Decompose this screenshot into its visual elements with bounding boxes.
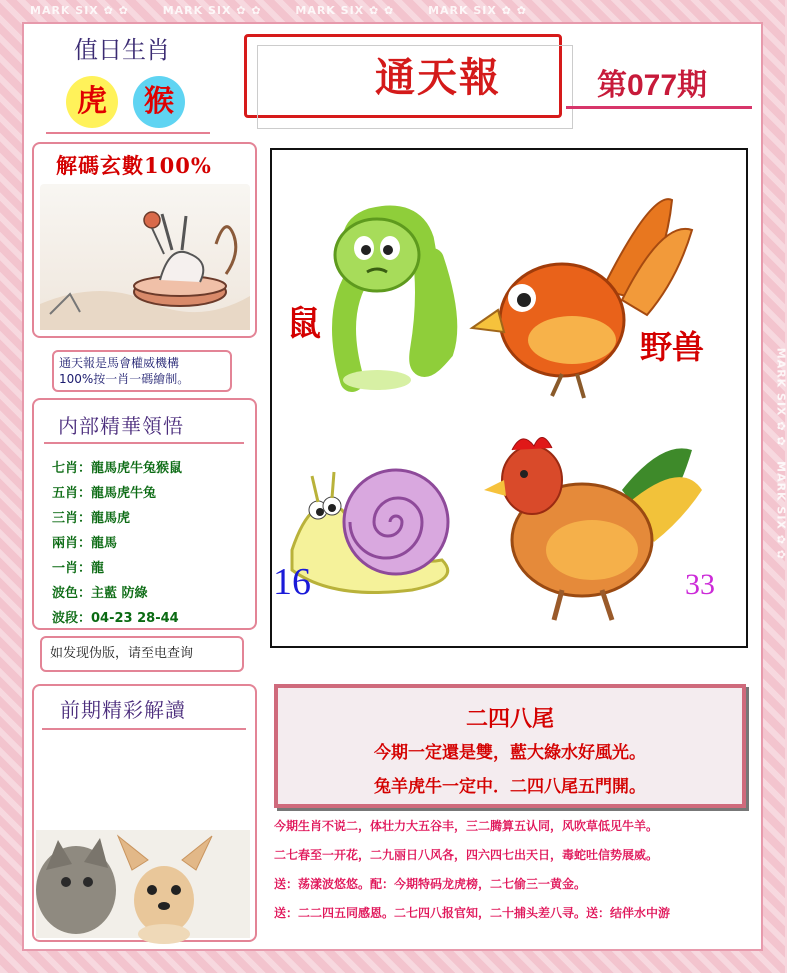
prediction-box: [274, 684, 746, 808]
verse-line: 今期生肖不说二，体壮力大五谷丰，三二腾算五认同，风吹草低见牛羊。: [274, 819, 659, 833]
previous-panel-divider: [42, 728, 246, 730]
zodiac-monkey-badge: 猴: [133, 76, 185, 128]
row-five: 五肖：龍馬虎牛兔: [52, 486, 157, 501]
notice-line-1: 通天報是馬會權威機構: [59, 356, 180, 370]
decode-panel-title: 解碼玄數100%: [56, 153, 212, 178]
prediction-line-2: 兔羊虎牛一定中．二四八尾五門開。: [374, 777, 646, 797]
row-one: 一肖：龍: [52, 561, 105, 576]
rabbit-cartoon-icon: [40, 184, 250, 330]
inside-panel-divider: [44, 442, 244, 444]
verses-block: [274, 812, 758, 928]
prediction-line-1: 今期一定還是雙，藍大綠水好風光。: [374, 743, 646, 763]
counterfeit-warning: 如发现伪版，请至电查询: [40, 636, 244, 672]
row-wave-color: 波色：主藍 防綠: [52, 586, 148, 601]
label-rat: 鼠: [287, 304, 321, 344]
watermark-top: MARK SIX ✿ ✿ MARK SIX ✿ ✿ MARK SIX ✿ ✿ MARK SIX ✿ ✿: [30, 4, 527, 17]
label-number-16: 16: [273, 561, 311, 603]
animals-illustration: [272, 150, 746, 646]
zodiac-tiger-badge: 虎: [66, 76, 118, 128]
header-title: 通天報: [375, 54, 501, 101]
watermark-right: MARK SIX ✿ ✿ MARK SIX ✿ ✿: [774, 347, 787, 560]
bird-icon: [472, 199, 692, 398]
snail-icon: [292, 470, 448, 593]
verse-line: 二七春至一开花，二九丽日八风各，四六四七出天日，毒蛇吐信势展威。: [274, 848, 659, 862]
issue-number: 第077期: [597, 69, 708, 102]
cat-and-dog-icon: [36, 830, 250, 938]
duty-title: 值日生肖: [74, 36, 170, 64]
previous-panel-title: 前期精彩解讀: [60, 698, 186, 722]
row-wave-range: 波段：04-23 28-44: [52, 611, 179, 626]
authority-notice: [52, 350, 232, 392]
label-number-33: 33: [685, 568, 715, 601]
inside-panel-title: 内部精華領悟: [58, 414, 184, 438]
label-wild-beast: 野兽: [640, 328, 705, 366]
issue-underline: [566, 106, 752, 109]
cartoon-illustration: [40, 184, 250, 330]
notice-line-2: 100%按一肖一碼繪制。: [59, 372, 190, 386]
row-two: 兩肖：龍馬: [52, 536, 118, 551]
snake-icon: [335, 218, 445, 391]
prediction-title: 二四八尾: [465, 706, 554, 732]
pets-photo: [36, 830, 250, 938]
verse-line: 送：二二四五同感恩。二七四八报官知，二十捕头差八寻。送：结伴水中游: [274, 906, 671, 920]
duty-underline: [46, 132, 210, 134]
inside-rows: [52, 456, 182, 631]
verse-line: 送：荡漾波悠悠。配：今期特码龙虎榜，二七偷三一黄金。: [274, 877, 587, 891]
rooster-icon: [484, 437, 702, 620]
row-three: 三肖：龍馬虎: [52, 511, 131, 526]
main-image-frame: [270, 148, 748, 648]
row-seven: 七肖：龍馬虎牛兔猴鼠: [52, 461, 183, 476]
